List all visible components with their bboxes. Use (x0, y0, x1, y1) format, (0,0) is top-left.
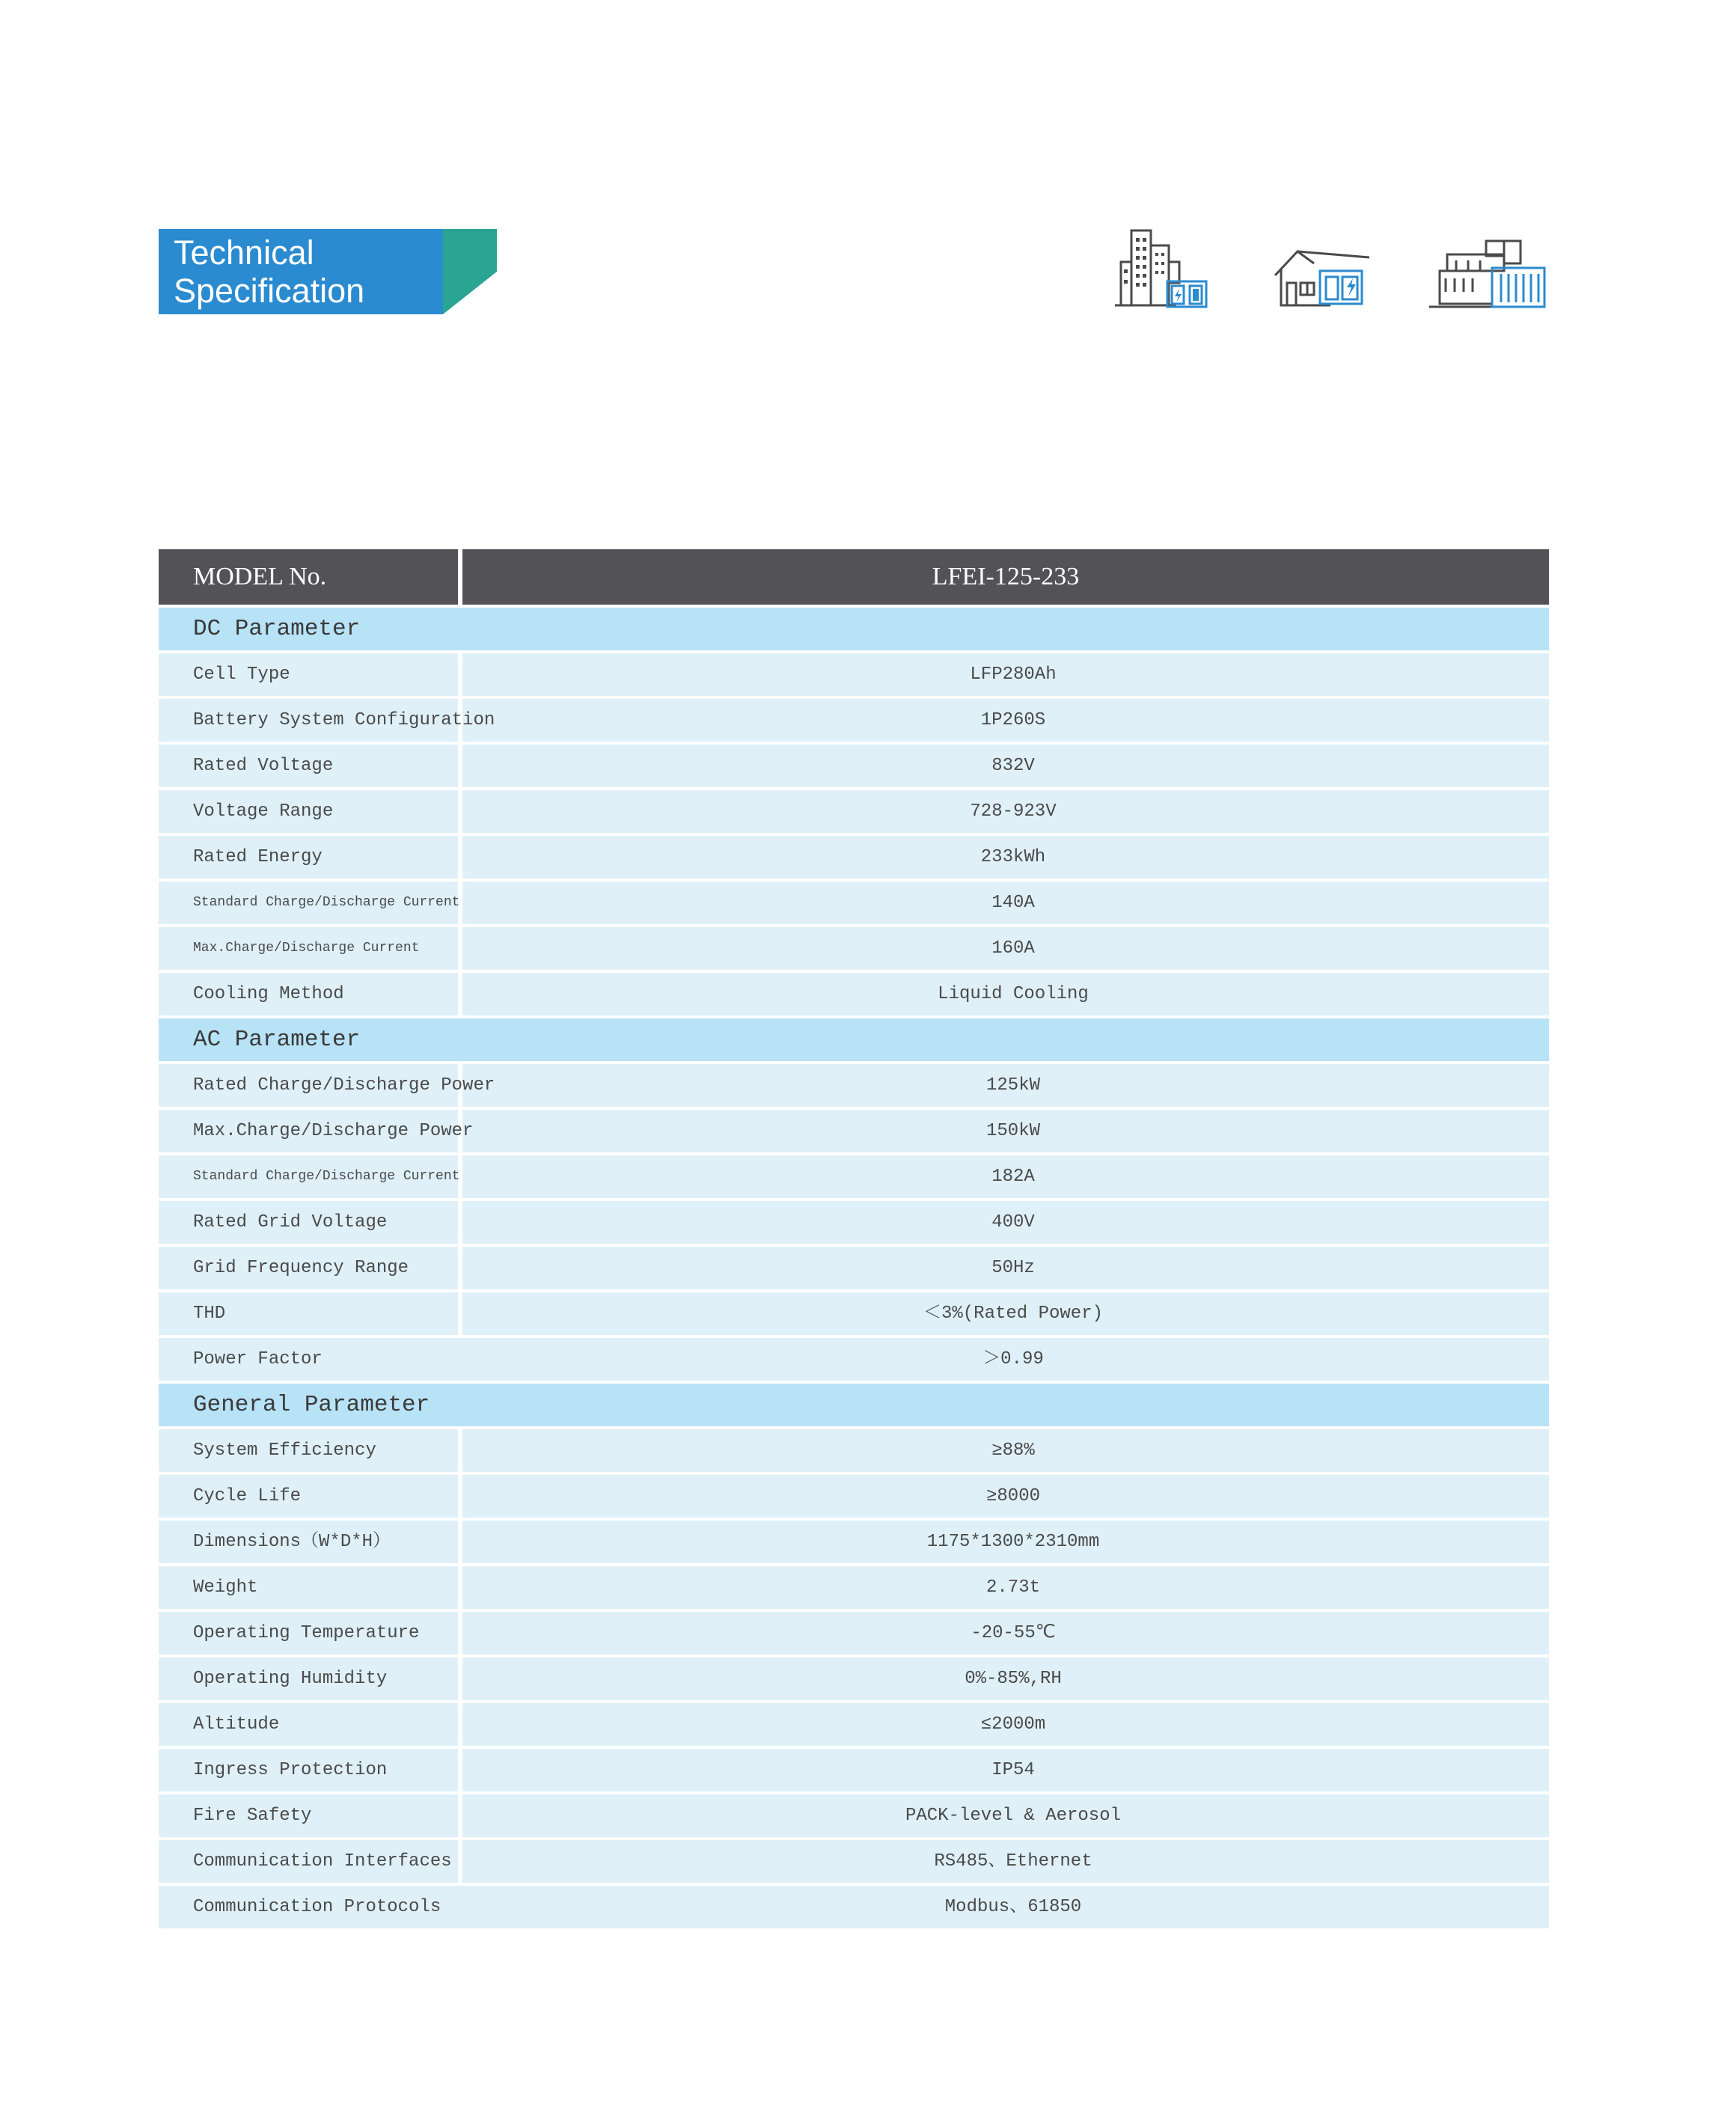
row-value: ＞0.99 (982, 1349, 1044, 1369)
row-value: 400V (991, 1212, 1035, 1232)
row-label: Rated Energy (159, 836, 462, 879)
row-value: 1175*1300*2310mm (926, 1532, 1100, 1552)
row-value: 0%-85%,RH (965, 1669, 1062, 1689)
table-row (159, 1521, 1549, 1563)
table-row (159, 1201, 1549, 1244)
table-row (159, 1110, 1549, 1152)
row-label: Rated Charge/Discharge Power (159, 1064, 462, 1107)
row-label: Voltage Range (159, 790, 462, 833)
banner-teal-flag (443, 229, 497, 314)
row-label: Battery System Configuration (159, 699, 462, 742)
row-label: Fire Safety (159, 1794, 462, 1837)
section-general-parameter: General Parameter (159, 1384, 1549, 1426)
table-row (159, 1155, 1549, 1198)
row-value: ≥88% (991, 1440, 1035, 1461)
table-row (159, 1749, 1549, 1791)
table-row (159, 790, 1549, 833)
table-row (159, 1475, 1549, 1518)
row-label: Max.Charge/Discharge Power (159, 1110, 462, 1152)
table-row (159, 745, 1549, 787)
industrial-plant-icon (1429, 224, 1549, 314)
row-value: 150kW (985, 1121, 1040, 1141)
table-row (159, 1064, 1549, 1107)
row-value: ≤2000m (980, 1714, 1046, 1735)
residential-house-icon (1272, 224, 1377, 314)
table-row (159, 653, 1549, 696)
row-label: Cooling Method (159, 973, 462, 1015)
table-row (159, 836, 1549, 879)
table-row (159, 1247, 1549, 1289)
row-label: Dimensions（W*D*H） (159, 1521, 462, 1563)
row-value: -20-55℃ (971, 1623, 1056, 1643)
row-label: Max.Charge/Discharge Current (159, 927, 462, 970)
row-label: Cycle Life (159, 1475, 462, 1518)
row-label: Weight (159, 1566, 462, 1609)
row-label: System Efficiency (159, 1429, 462, 1472)
row-label: Rated Grid Voltage (159, 1201, 462, 1244)
row-value: 832V (991, 756, 1035, 776)
row-label: Standard Charge/Discharge Current (159, 882, 462, 924)
title-line-1: Technical (174, 233, 314, 272)
row-value: PACK-level & Aerosol (905, 1806, 1122, 1826)
row-value: 233kWh (980, 847, 1046, 867)
spec-table (159, 549, 1549, 1928)
row-label: Operating Temperature (159, 1612, 462, 1655)
row-label: Power Factor (193, 1349, 323, 1369)
row-label: Rated Voltage (159, 745, 462, 787)
table-row (159, 927, 1549, 970)
row-value: 50Hz (991, 1258, 1035, 1278)
row-value: IP54 (991, 1760, 1035, 1780)
model-value: LFEI-125-233 (932, 563, 1080, 590)
row-value: ＜3%(Rated Power) (923, 1304, 1104, 1324)
page-title (174, 233, 364, 310)
commercial-building-icon (1115, 224, 1212, 314)
row-label: Standard Charge/Discharge Current (159, 1155, 462, 1198)
title-line-2: Specification (174, 272, 365, 310)
table-row (159, 973, 1549, 1015)
row-label: Operating Humidity (159, 1658, 462, 1700)
row-value: 160A (991, 938, 1035, 959)
row-label: Cell Type (159, 653, 462, 696)
row-value: Liquid Cooling (938, 984, 1089, 1004)
row-value: 2.73t (985, 1577, 1040, 1598)
section-dc-parameter: DC Parameter (159, 608, 1549, 650)
row-value: 1P260S (980, 710, 1046, 730)
row-label: THD (159, 1292, 462, 1335)
table-row (159, 1612, 1549, 1655)
table-header-row (159, 549, 1549, 605)
table-row (159, 1338, 1549, 1381)
table-row (159, 699, 1549, 742)
row-label: Altitude (159, 1703, 462, 1746)
row-value: LFP280Ah (970, 665, 1057, 685)
table-row (159, 882, 1549, 924)
row-label: Communication Protocols (193, 1897, 441, 1917)
row-value: 182A (991, 1167, 1035, 1187)
row-value: 728-923V (970, 801, 1057, 822)
title-banner (159, 229, 497, 314)
model-label: MODEL No. (159, 549, 462, 605)
table-row (159, 1292, 1549, 1335)
row-label: Ingress Protection (159, 1749, 462, 1791)
row-value: 125kW (985, 1075, 1040, 1096)
row-label: Communication Interfaces (159, 1840, 462, 1883)
table-row (159, 1840, 1549, 1883)
section-ac-parameter: AC Parameter (159, 1018, 1549, 1061)
row-value: ≥8000 (985, 1486, 1040, 1506)
table-row (159, 1886, 1549, 1928)
row-value: RS485、Ethernet (934, 1851, 1092, 1872)
row-label: Grid Frequency Range (159, 1247, 462, 1289)
application-icons (1115, 224, 1549, 314)
row-value: Modbus、61850 (944, 1897, 1082, 1917)
table-row (159, 1429, 1549, 1472)
row-value: 140A (991, 893, 1035, 913)
table-row (159, 1566, 1549, 1609)
table-row (159, 1794, 1549, 1837)
table-row (159, 1703, 1549, 1746)
table-row (159, 1658, 1549, 1700)
